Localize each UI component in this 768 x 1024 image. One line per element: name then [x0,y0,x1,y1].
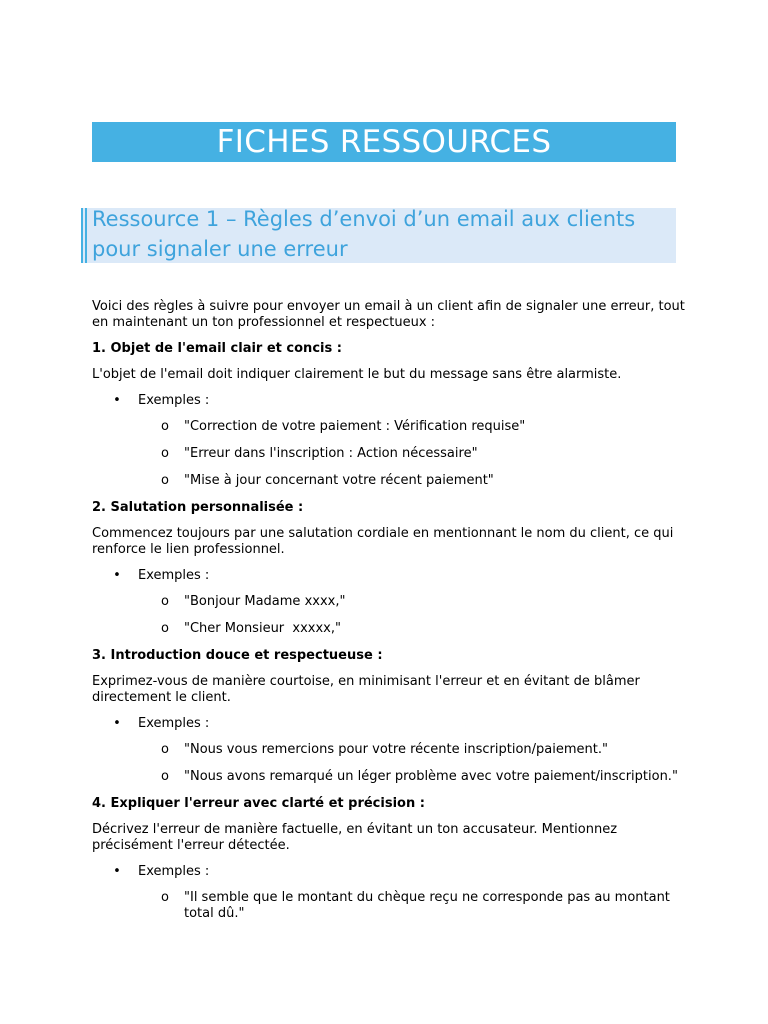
section-heading: 4. Expliquer l'erreur avec clarté et précision : [92,796,425,811]
header-accent-bar [81,208,83,263]
sub-bullet-marker: o [161,742,169,757]
sub-bullet-marker: o [161,621,169,636]
sub-bullet-marker: o [161,594,169,609]
bullet-marker: • [113,716,121,731]
example-item [92,621,692,637]
bullet-marker: • [113,568,121,583]
sub-bullet-marker: o [161,419,169,434]
sub-bullet-marker: o [161,890,169,905]
title-banner [92,122,676,162]
example-text: "Nous vous remercions pour votre récente inscription/paiement." [184,742,608,757]
example-item [92,594,692,610]
example-item [92,769,692,785]
bullet-label: Exemples : [138,864,210,879]
section-text: Exprimez-vous de manière courtoise, en minimisant l'erreur et en évitant de blâmer directement le client. [92,674,640,705]
bullet-marker: • [113,393,121,408]
section-heading: 3. Introduction douce et respectueuse : [92,648,383,663]
header-accent-bar [85,208,87,263]
sub-bullet-marker: o [161,446,169,461]
example-item [92,473,692,489]
document-body [92,299,692,933]
bullet-item [92,716,692,732]
resource-title: Ressource 1 – Règles d’envoi d’un email aux clients pour signaler une erreur [92,207,636,261]
bullet-label: Exemples : [138,393,210,408]
sub-bullet-marker: o [161,473,169,488]
section-text: Décrivez l'erreur de manière factuelle, en évitant un ton accusateur. Mentionnez précisément l'erreur détectée. [92,822,618,853]
sub-bullet-marker: o [161,769,169,784]
example-text: "Correction de votre paiement : Vérification requise" [184,419,526,434]
example-text: "Mise à jour concernant votre récent paiement" [184,473,494,488]
example-item [92,446,692,462]
example-text: "Il semble que le montant du chèque reçu ne corresponde pas au montant total dû." [184,890,670,921]
example-item [92,890,692,922]
resource-header [81,208,676,263]
example-text: "Cher Monsieur xxxxx," [184,621,341,636]
page-title: FICHES RESSOURCES [216,123,552,160]
example-text: "Bonjour Madame xxxx," [184,594,346,609]
example-text: "Erreur dans l'inscription : Action nécessaire" [184,446,478,461]
intro-paragraph: Voici des règles à suivre pour envoyer un email à un client afin de signaler une erreur, tout en maintenant un ton professionnel et respectueux : [92,299,685,330]
bullet-item [92,393,692,409]
example-item [92,419,692,435]
section-heading: 2. Salutation personnalisée : [92,500,304,515]
bullet-marker: • [113,864,121,879]
example-item [92,742,692,758]
section-text: L'objet de l'email doit indiquer clairement le but du message sans être alarmiste. [92,367,622,382]
bullet-label: Exemples : [138,716,210,731]
bullet-item [92,864,692,880]
section-heading: 1. Objet de l'email clair et concis : [92,341,342,356]
bullet-item [92,568,692,584]
example-text: "Nous avons remarqué un léger problème avec votre paiement/inscription." [184,769,678,784]
section-text: Commencez toujours par une salutation cordiale en mentionnant le nom du client, ce qui renforce le lien professionnel. [92,526,674,557]
bullet-label: Exemples : [138,568,210,583]
